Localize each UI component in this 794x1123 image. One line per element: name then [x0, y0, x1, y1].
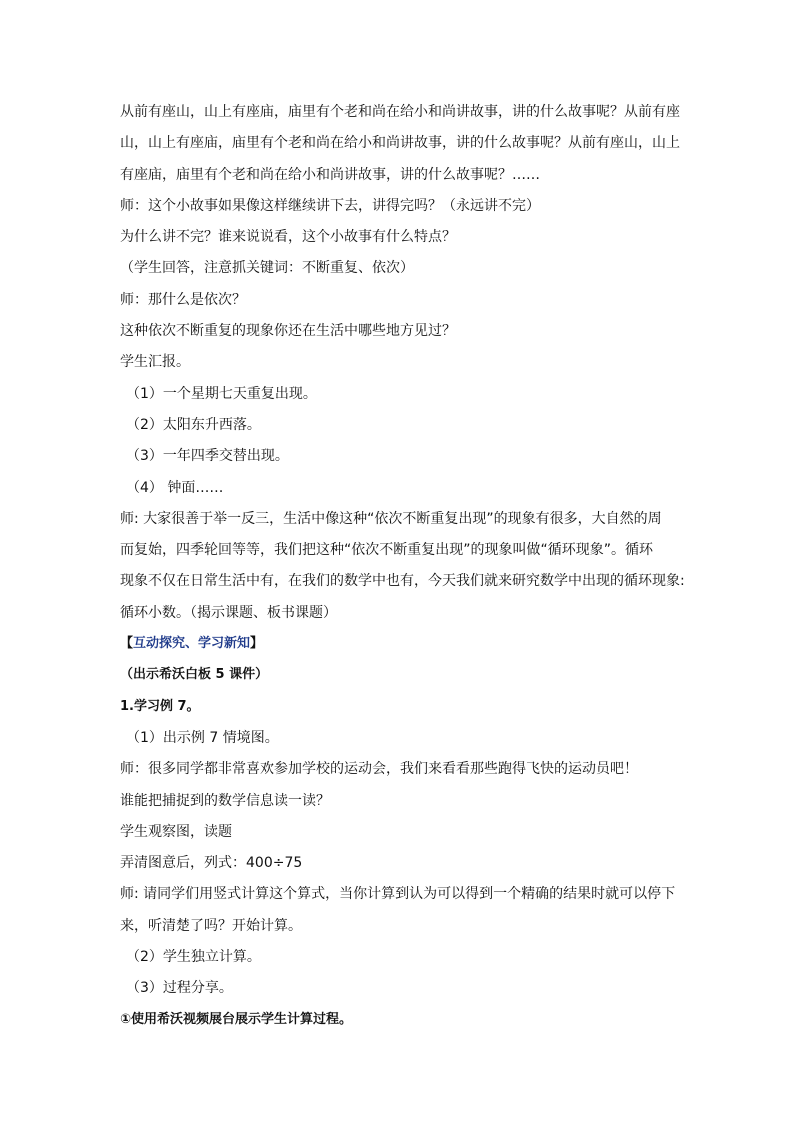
report-item-4: （4） 钟面……	[126, 479, 224, 496]
example-step-3: （3）过程分享。	[126, 980, 233, 997]
teacher-question-2: 为什么讲不完？谁来说说看，这个小故事有什么特点？	[120, 229, 456, 246]
document-body	[120, 100, 685, 1039]
teacher-summary-line-2: 而复始，四季轮回等等，我们把这种“依次不断重复出现”的现象叫做“循环现象”。循环	[120, 542, 654, 559]
teacher-intro-line: 师：很多同学都非常喜欢参加学校的运动会，我们来看看那些跑得飞快的运动员吧！	[120, 761, 638, 778]
student-report: 学生汇报。	[120, 354, 190, 371]
heading-text: 互动探究、学习新知	[133, 636, 251, 652]
example-title: 1.学习例 7。	[120, 698, 200, 714]
teacher-question-4: 这种依次不断重复的现象你还在生活中哪些地方见过？	[120, 323, 456, 340]
story-line-1: 从前有座山，山上有座庙，庙里有个老和尚在给小和尚讲故事，讲的什么故事呢？从前有座	[120, 104, 680, 120]
story-line-2: 山，山上有座庙，庙里有个老和尚在给小和尚讲故事，讲的什么故事呢？从前有座山，山上	[120, 135, 680, 152]
heading-open-bracket: 【	[120, 636, 134, 652]
courseware-note: （出示希沃白板 5 课件）	[120, 667, 269, 683]
section-heading	[120, 632, 680, 656]
teacher-question-1: 师：这个小故事如果像这样继续讲下去，讲得完吗？（永远讲不完）	[120, 197, 540, 214]
teacher-summary-line-4: 循环小数。（揭示课题、板书课题）	[120, 604, 337, 621]
teacher-summary-line-1: 师: 大家很善于举一反三，生活中像这种“依次不断重复出现”的现象有很多，大自然的周	[120, 510, 662, 527]
example-step-1: （1）出示例 7 情境图。	[126, 729, 279, 746]
story-line-3: 有座庙，庙里有个老和尚在给小和尚讲故事，讲的什么故事呢？……	[120, 166, 540, 183]
report-item-2: （2）太阳东升西落。	[126, 416, 261, 433]
observe-line: 学生观察图，读题	[120, 823, 232, 840]
formula-line: 弄清图意后，列式：400÷75	[120, 855, 303, 872]
instruction-line-1: 师: 请同学们用竖式计算这个算式，当你计算到认为可以得到一个精确的结果时就可以停下	[120, 886, 676, 903]
example-step-2: （2）学生独立计算。	[126, 949, 261, 966]
final-bold-line: ①使用希沃视频展台展示学生计算过程。	[120, 1011, 353, 1027]
teacher-question-3: 师：那什么是依次？	[120, 291, 246, 308]
teacher-summary-line-3: 现象不仅在日常生活中有，在我们的数学中也有，今天我们就来研究数学中出现的循环现象:	[120, 573, 685, 590]
report-item-1: （1）一个星期七天重复出现。	[126, 385, 317, 402]
read-info-line: 谁能把捕捉到的数学信息读一读？	[120, 792, 330, 809]
report-item-3: （3）一年四季交替出现。	[126, 448, 289, 465]
heading-close-bracket: 】	[250, 636, 264, 652]
instruction-line-2: 来，听清楚了吗？开始计算。	[120, 917, 302, 934]
student-answer-note: （学生回答，注意抓关键词：不断重复、依次）	[120, 260, 414, 277]
